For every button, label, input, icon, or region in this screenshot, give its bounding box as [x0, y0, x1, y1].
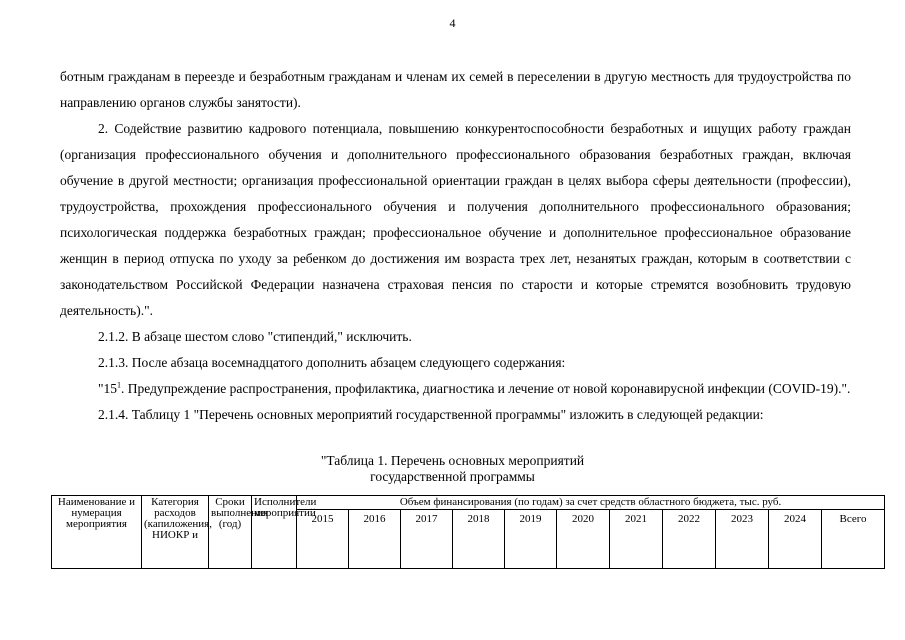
paragraph-15-1 — [60, 376, 851, 402]
paragraph-15-1-rest: . Предупреждение распространения, профилактика, диагностика и лечение от новой коронавирусной инфекции (COVID-19).". — [121, 381, 851, 396]
year-2016: 2016 — [349, 510, 401, 569]
year-2022: 2022 — [663, 510, 716, 569]
header-name: Наименование и нумерация мероприятия — [52, 496, 142, 569]
paragraph-15-1-lead: "15 — [98, 381, 118, 396]
header-category: Категория расходов (капиложения, НИОКР и — [142, 496, 209, 569]
year-2020: 2020 — [557, 510, 610, 569]
header-executors: Исполнители мероприятий — [252, 496, 297, 569]
paragraph-2-1-4: 2.1.4. Таблицу 1 "Перечень основных мероприятий государственной программы" изложить в следующей редакции: — [98, 407, 764, 422]
program-table — [51, 495, 885, 569]
table-title-line-1: "Таблица 1. Перечень основных мероприятий — [320, 453, 585, 468]
header-funding: Объем финансирования (по годам) за счет средств областного бюджета, тыс. руб. — [297, 496, 885, 510]
header-terms: Сроки выполнения (год) — [209, 496, 252, 569]
paragraph-2-1-3: 2.1.3. После абзаца восемнадцатого дополнить абзацем следующего содержания: — [98, 355, 566, 370]
document-body — [60, 64, 851, 428]
year-2015: 2015 — [297, 510, 349, 569]
table-title — [0, 453, 905, 485]
year-2017: 2017 — [401, 510, 453, 569]
superscript-1: 1 — [117, 380, 122, 390]
year-2024: 2024 — [769, 510, 822, 569]
year-2018: 2018 — [453, 510, 505, 569]
paragraph-item-2: 2. Содействие развитию кадрового потенциала, повышению конкурентоспособности безработных и ищущих работу граждан (организация профессионального обучения и дополнительного профессионального образования безработных граждан, включая обучение в другой местности; организация профессиональной ориентации граждан в целях выбора сферы деятельности (профессии), трудоустройства, прохождения профессионального обучения и получения дополнительного профессионального образования; психологическая поддержка безработных граждан; профессиональное обучение и дополнительное профессиональное образование женщин в период отпуска по уходу за ребенком до достижения им возраста трех лет, незанятых граждан, которым в соответствии с законодательством Российской Федерации назначена страховая пенсия по старости и которые стремятся возобновить трудовую деятельность).". — [60, 121, 851, 318]
table-header-row — [52, 496, 885, 510]
year-2023: 2023 — [716, 510, 769, 569]
year-2019: 2019 — [505, 510, 557, 569]
page-number: 4 — [449, 16, 456, 30]
table-title-line-2: государственной программы — [370, 469, 535, 484]
paragraph-continuation: ботным гражданам в переезде и безработным гражданам и членам их семей в переселении в другую местность для трудоустройства по направлению органов службы занятости). — [60, 69, 851, 110]
year-2021: 2021 — [610, 510, 663, 569]
total: Всего — [822, 510, 885, 569]
paragraph-2-1-2: 2.1.2. В абзаце шестом слово "стипендий," исключить. — [98, 329, 412, 344]
